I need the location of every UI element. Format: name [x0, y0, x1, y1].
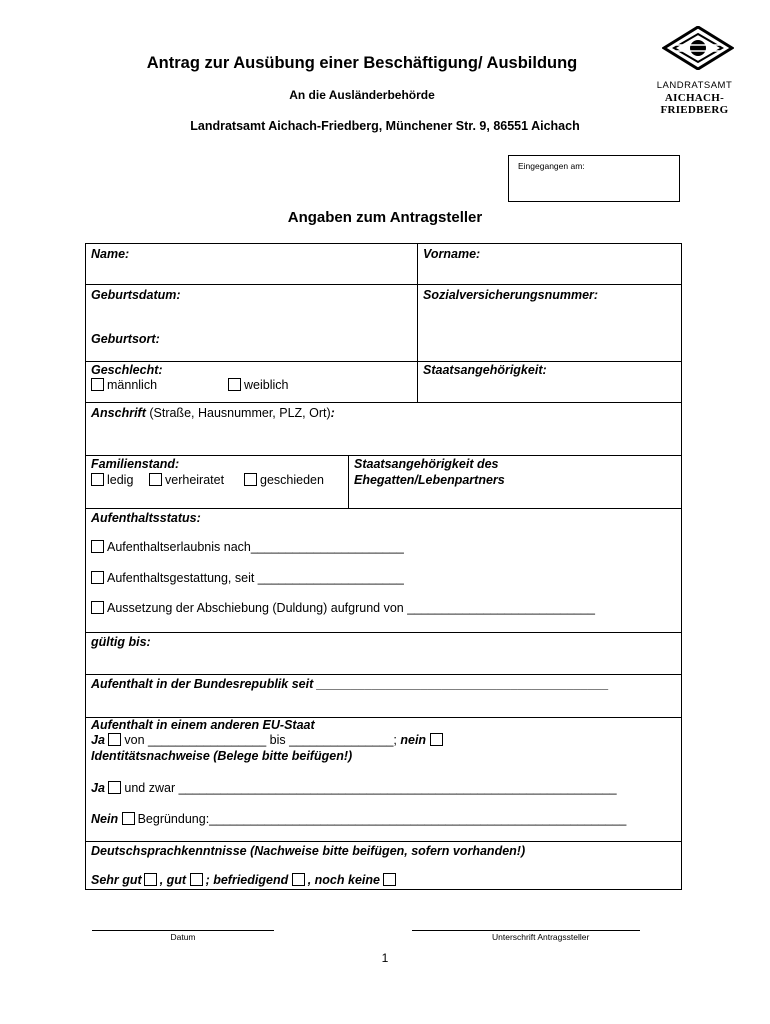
option-verheiratet[interactable]: [149, 473, 224, 487]
anschrift-hint: (Straße, Hausnummer, PLZ, Ort): [145, 406, 331, 420]
authority-logo: [632, 26, 762, 116]
label-nein-eu: nein: [400, 733, 427, 747]
authority-address: Landratsamt Aichach-Friedberg, Münchener Str. 9, 86551 Aichach: [190, 119, 580, 133]
row-name: [86, 244, 681, 285]
geburtsort-field[interactable]: Geburtsort:: [91, 332, 160, 346]
label-gut: , gut: [159, 873, 187, 887]
row-eu-identity: [86, 718, 681, 842]
aufenthalt-eu-label: Aufenthalt in einem anderen EU-Staat: [91, 718, 315, 732]
row-valid-until: [86, 633, 681, 675]
label-aufenthaltserlaubnis: Aufenthaltserlaubnis nach______________________: [107, 540, 404, 554]
familienstand-label: Familienstand:: [91, 457, 180, 471]
checkbox-nein-eu[interactable]: [430, 733, 443, 746]
date-signature-line[interactable]: [92, 930, 274, 931]
vorname-field[interactable]: Vorname:: [423, 247, 481, 261]
german-level-line: [91, 873, 399, 887]
ehegatten-label-2[interactable]: Ehegatten/Lebenpartners: [354, 473, 505, 487]
label-ja-eu: Ja: [91, 733, 105, 747]
logo-emblem-icon: [662, 26, 734, 70]
date-label: Datum: [170, 932, 196, 942]
applicant-signature-line[interactable]: [412, 930, 640, 931]
label-ledig: ledig: [107, 473, 134, 487]
checkbox-ja-eu[interactable]: [108, 733, 121, 746]
sv-nummer-field[interactable]: Sozialversicherungsnummer:: [423, 288, 599, 302]
option-maennlich[interactable]: [91, 378, 157, 392]
label-duldung: Aussetzung der Abschiebung (Duldung) aufgrund von ___________________________: [107, 601, 595, 615]
received-stamp-box: [508, 155, 680, 202]
checkbox-weiblich[interactable]: [228, 378, 241, 391]
checkbox-ja-identity[interactable]: [108, 781, 121, 794]
label-ja-identity: Ja: [91, 781, 105, 795]
checkbox-maennlich[interactable]: [91, 378, 104, 391]
checkbox-verheiratet[interactable]: [149, 473, 162, 486]
applicant-form: [85, 243, 682, 890]
row-birth: [86, 285, 681, 362]
von-bis-field[interactable]: von _________________ bis _______________;: [124, 733, 397, 747]
section-title: Angaben zum Antragsteller: [287, 209, 483, 226]
checkbox-ledig[interactable]: [91, 473, 104, 486]
label-sehr-gut: Sehr gut: [91, 873, 142, 887]
anschrift-field[interactable]: [91, 406, 335, 420]
form-title: Antrag zur Ausübung einer Beschäftigung/ Ausbildung: [146, 54, 578, 72]
label-geschieden: geschieden: [260, 473, 324, 487]
anschrift-label: Anschrift: [91, 406, 146, 420]
label-maennlich: männlich: [107, 378, 158, 392]
option-geschieden[interactable]: [244, 473, 324, 487]
geburtsdatum-field[interactable]: Geburtsdatum:: [91, 288, 181, 302]
checkbox-geschieden[interactable]: [244, 473, 257, 486]
row-residence-status: [86, 509, 681, 633]
option-ledig[interactable]: [91, 473, 133, 487]
option-aufenthaltserlaubnis[interactable]: [91, 540, 404, 554]
begruendung-field[interactable]: Begründung:____________________________________________________________: [137, 812, 627, 826]
row-address: [86, 403, 681, 456]
row-german: [86, 842, 681, 889]
addressee: An die Ausländerbehörde: [289, 88, 435, 102]
checkbox-aufenthaltserlaubnis[interactable]: [91, 540, 104, 553]
geschlecht-label: Geschlecht:: [91, 363, 163, 377]
checkbox-befriedigend[interactable]: [292, 873, 305, 886]
row-gender: [86, 362, 681, 403]
checkbox-noch-keine[interactable]: [383, 873, 396, 886]
gueltig-bis-field[interactable]: gültig bis:: [91, 635, 151, 649]
aufenthaltsstatus-label: Aufenthaltsstatus:: [91, 511, 201, 525]
label-befriedigend: ; befriedigend: [205, 873, 289, 887]
label-noch-keine: , noch keine: [307, 873, 380, 887]
option-aufenthaltsgestattung[interactable]: [91, 571, 404, 585]
checkbox-gut[interactable]: [190, 873, 203, 886]
anschrift-colon: :: [330, 406, 335, 420]
deutsch-label: Deutschsprachkenntnisse (Nachweise bitte beifügen, sofern vorhanden!): [91, 844, 526, 858]
logo-line-2: AICHACH-FRIEDBERG: [660, 92, 729, 116]
eu-stay-line: [91, 733, 446, 747]
option-weiblich[interactable]: [228, 378, 288, 392]
label-verheiratet: verheiratet: [165, 473, 225, 487]
row-marital: [86, 456, 681, 509]
label-weiblich: weiblich: [244, 378, 289, 392]
identity-no-line: [91, 812, 626, 826]
row-stay-germany: [86, 675, 681, 718]
signature-label: Unterschrift Antragssteller: [492, 932, 590, 942]
name-field[interactable]: Name:: [91, 247, 130, 261]
checkbox-duldung[interactable]: [91, 601, 104, 614]
page-number: 1: [381, 951, 389, 965]
logo-line-1: LANDRATSAMT: [656, 80, 733, 91]
ehegatten-label-1: Staatsangehörigkeit des: [354, 457, 499, 471]
aufenthalt-brd-field[interactable]: Aufenthalt in der Bundesrepublik seit __________________________________________: [91, 677, 609, 691]
identitaet-label: Identitätsnachweise (Belege bitte beifügen!): [91, 749, 353, 763]
checkbox-sehr-gut[interactable]: [144, 873, 157, 886]
staatsangehoerigkeit-field[interactable]: Staatsangehörigkeit:: [423, 363, 547, 377]
und-zwar-field[interactable]: und zwar _______________________________________________________________: [124, 781, 617, 795]
label-aufenthaltsgestattung: Aufenthaltsgestattung, seit _____________________: [107, 571, 404, 585]
received-label: Eingegangen am:: [518, 161, 585, 171]
checkbox-nein-identity[interactable]: [122, 812, 135, 825]
checkbox-aufenthaltsgestattung[interactable]: [91, 571, 104, 584]
identity-yes-line: [91, 781, 617, 795]
option-duldung[interactable]: [91, 601, 595, 615]
label-nein-identity: Nein: [91, 812, 119, 826]
